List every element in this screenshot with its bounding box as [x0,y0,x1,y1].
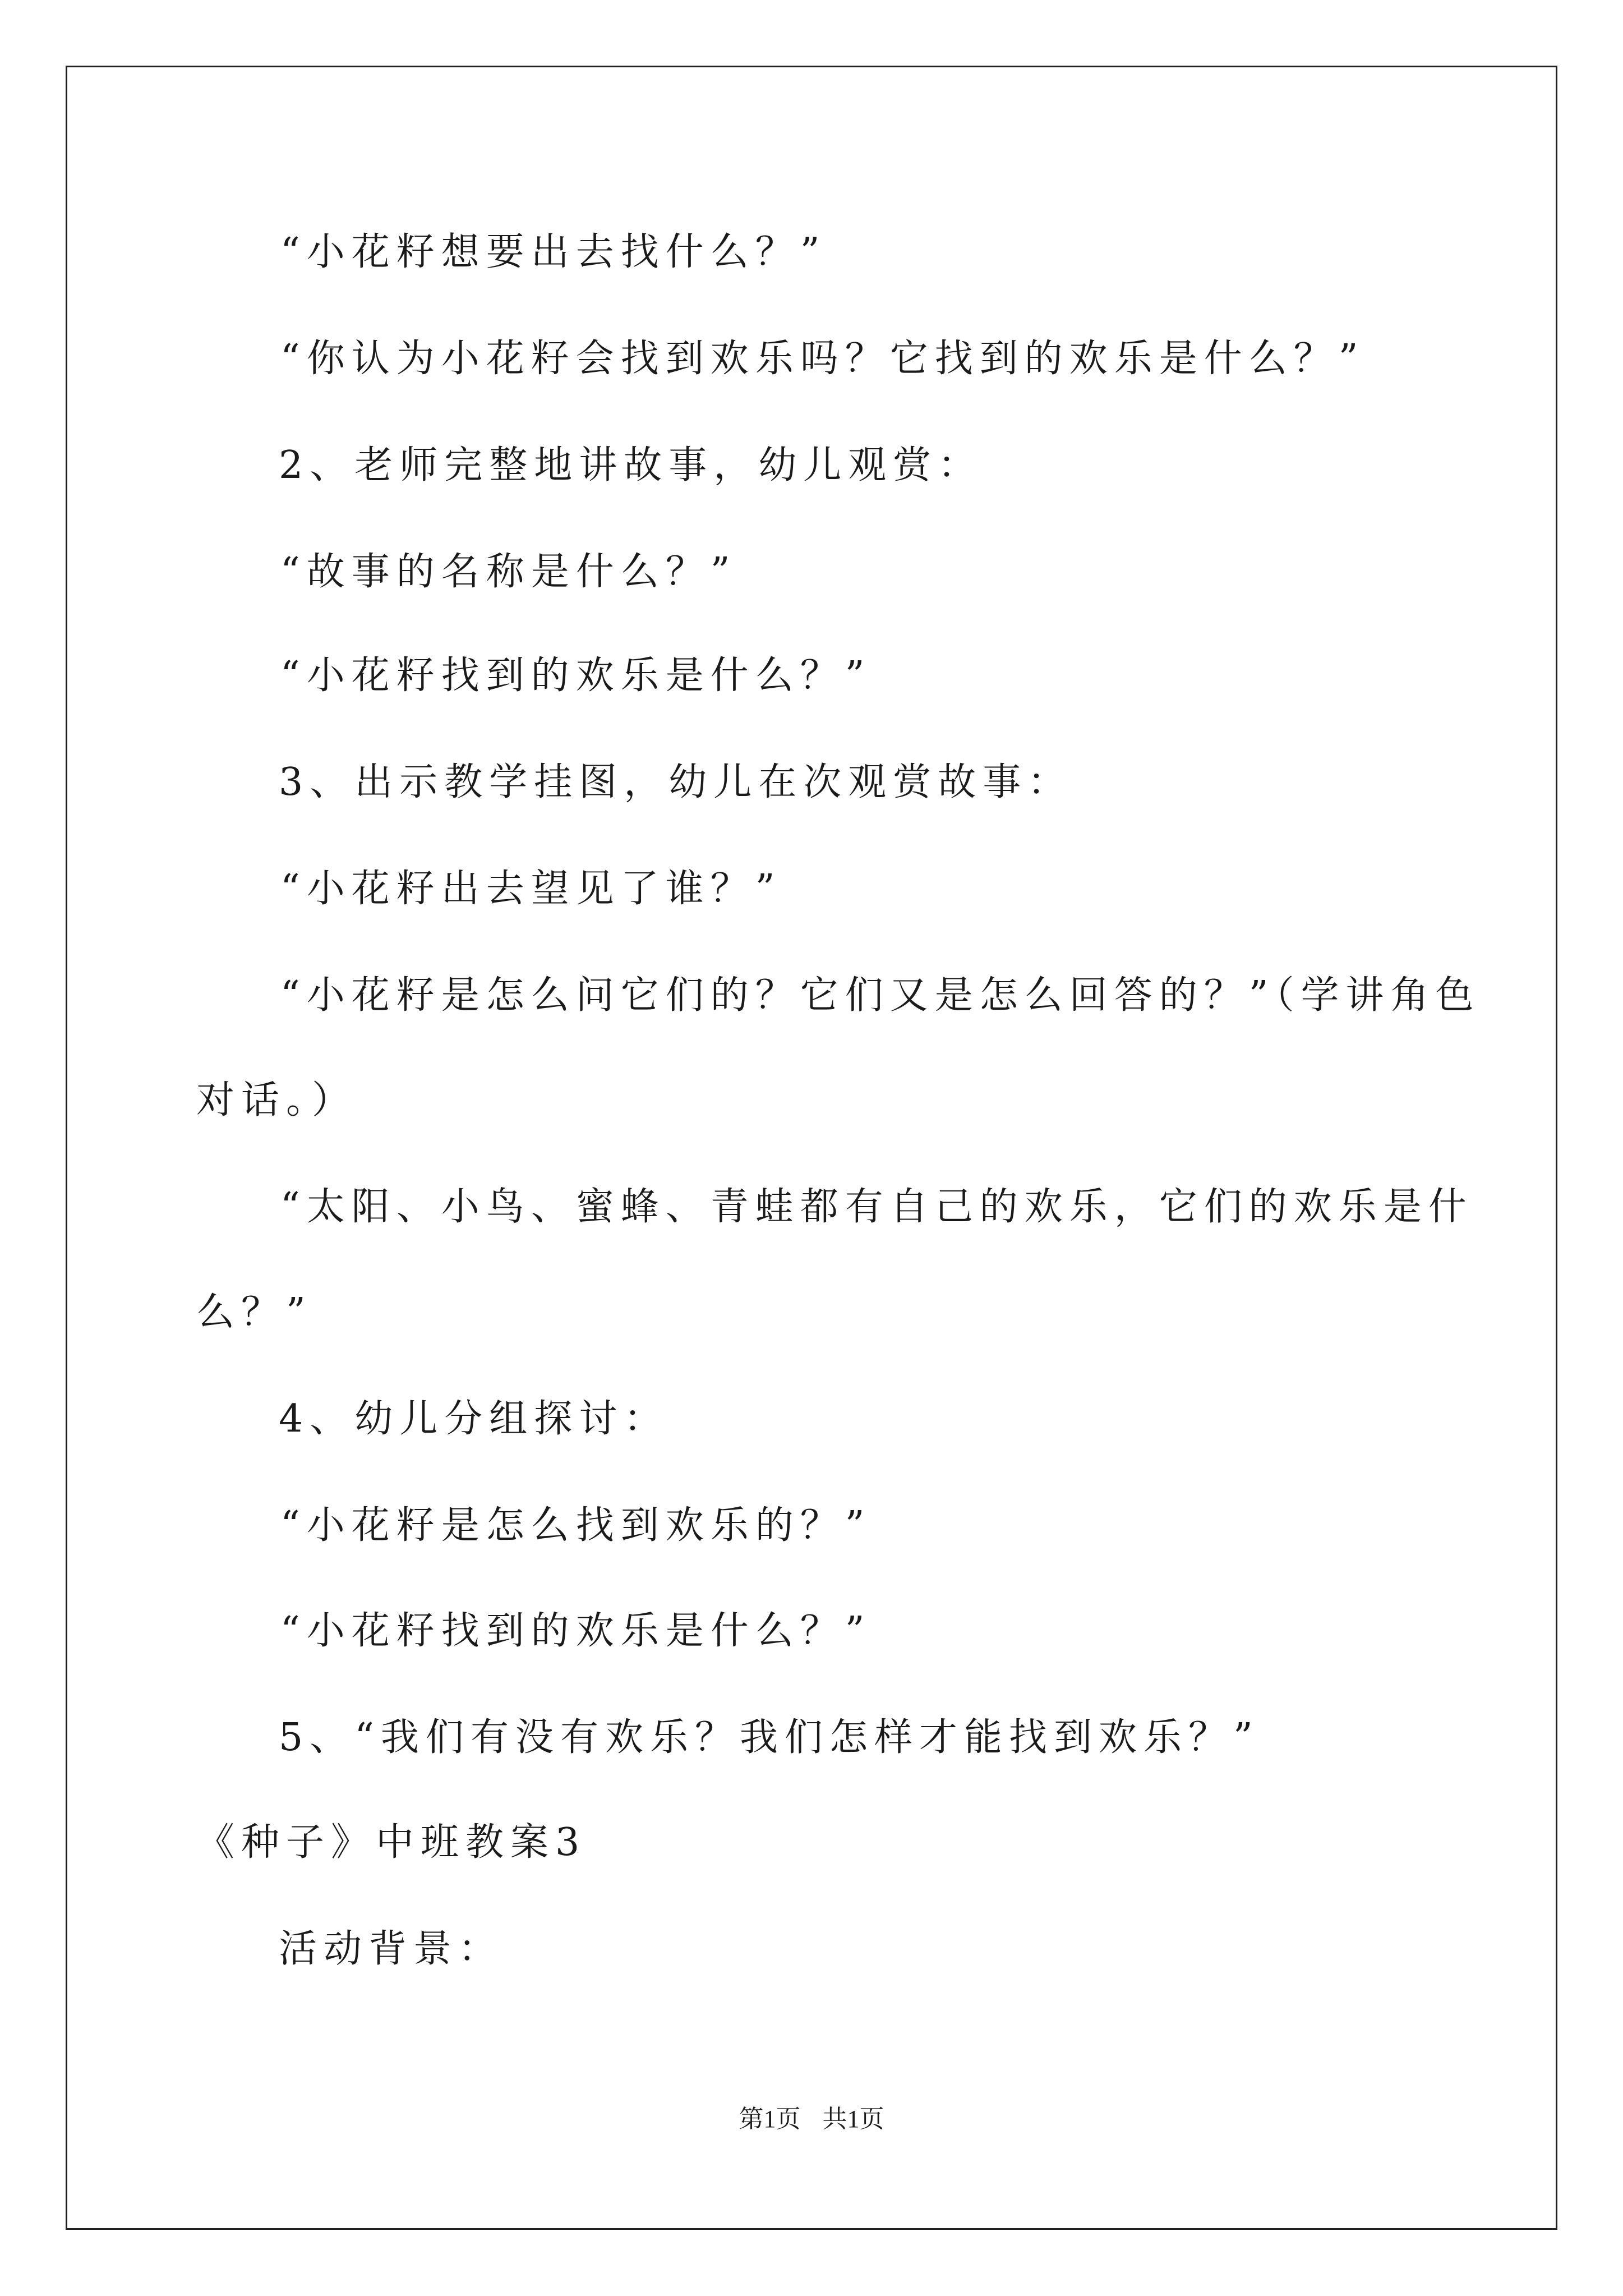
text-line-17: 活动背景： [279,1927,504,1971]
text-line-3: 2、老师完整地讲故事，幼儿观赏： [279,443,983,487]
text-line-10: “太阳、小鸟、蜜蜂、青蛙都有自己的欢乐，它们的欢乐是什 [280,1185,1473,1229]
text-line-1: “小花籽想要出去找什么？” [280,230,827,274]
page-border [66,66,1557,2230]
section-heading: 《种子》中班教案3 [196,1820,587,1865]
text-line-14: “小花籽找到的欢乐是什么？” [280,1609,872,1653]
text-line-2: “你认为小花籽会找到欢乐吗？它找到的欢乐是什么？” [280,337,1365,381]
text-line-13: “小花籽是怎么找到欢乐的？” [280,1503,872,1548]
text-line-7: “小花籽出去望见了谁？” [280,867,782,911]
text-line-11: 么？” [196,1290,312,1335]
page-total-label: 共1页 [822,2105,884,2133]
page-current-label: 第1页 [739,2105,801,2133]
text-line-9: 对话。） [196,1078,357,1122]
text-line-12: 4、幼儿分组探讨： [279,1397,669,1441]
text-line-6: 3、出示教学挂图，幼儿在次观赏故事： [279,760,1073,804]
text-line-8: “小花籽是怎么问它们的？它们又是怎么回答的？”（学讲角色 [280,973,1481,1018]
page-footer [0,2105,1623,2134]
text-line-5: “小花籽找到的欢乐是什么？” [280,654,872,698]
text-line-15: 5、“我们有没有欢乐？我们怎样才能找到欢乐？” [279,1715,1260,1760]
text-line-4: “故事的名称是什么？” [280,550,737,594]
